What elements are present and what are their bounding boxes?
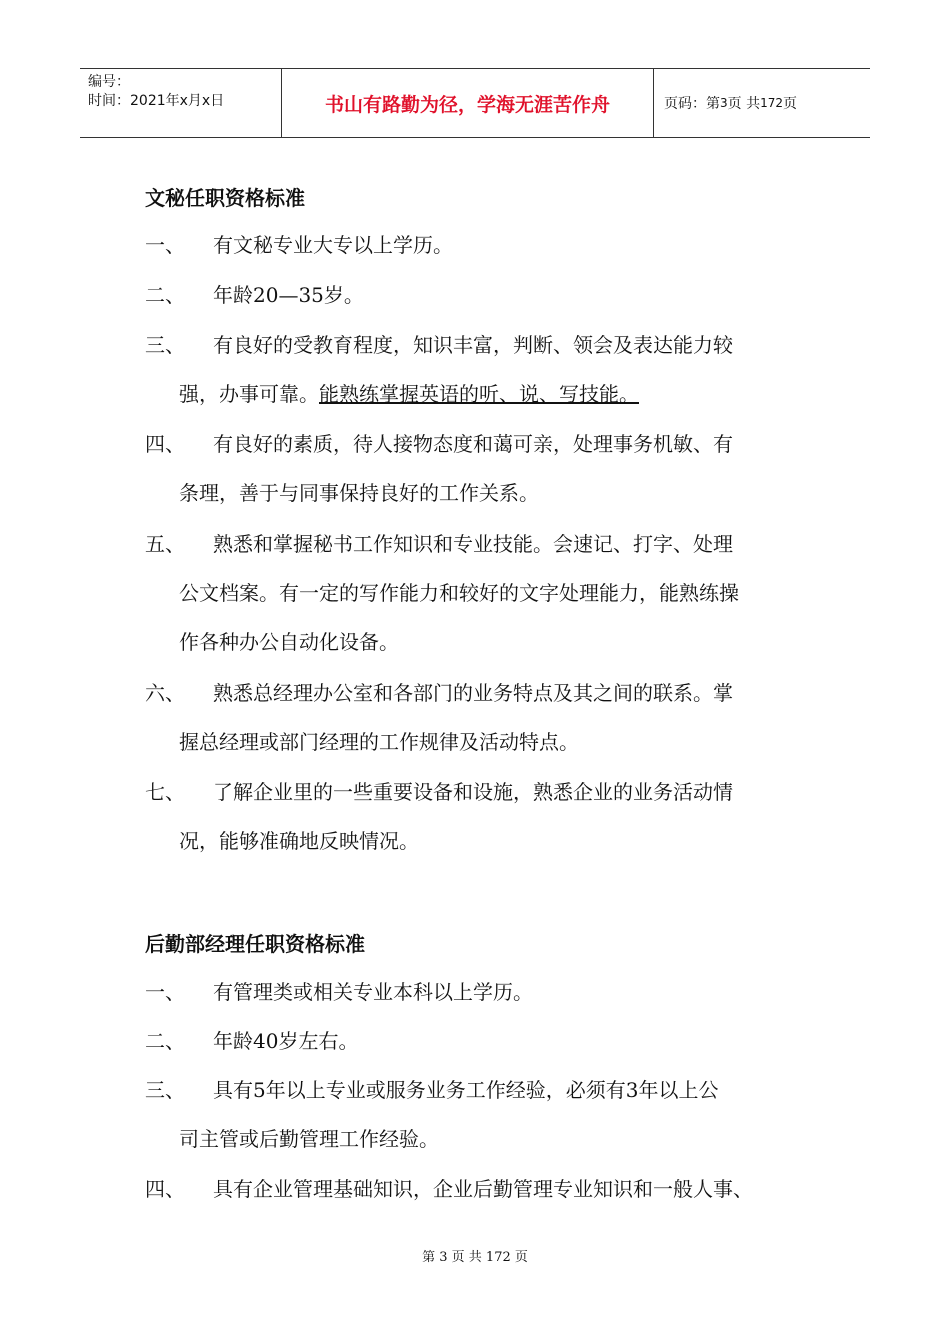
- page-header: [80, 68, 870, 138]
- section-title-logistics-manager: 后勤部经理任职资格标准: [145, 932, 365, 956]
- item-text-continued: 况，能够准确地反映情况。: [179, 829, 419, 853]
- list-item: [145, 221, 825, 270]
- item-text: 熟悉总经理办公室和各部门的业务特点及其之间的联系。掌: [213, 681, 733, 705]
- item-number: 四、: [145, 432, 185, 456]
- item-text: 具有企业管理基础知识，企业后勤管理专业知识和一般人事、: [213, 1177, 753, 1201]
- list-item: [145, 669, 825, 767]
- item-text-continued: [145, 370, 825, 419]
- item-number: 一、: [145, 980, 185, 1004]
- item-number: 六、: [145, 681, 185, 705]
- section-title-secretary: 文秘任职资格标准: [145, 186, 305, 210]
- item-text: 有良好的受教育程度，知识丰富，判断、领会及表达能力较: [213, 333, 733, 357]
- list-item: [145, 768, 825, 866]
- header-page-info: [654, 69, 870, 137]
- list-item: [145, 271, 825, 320]
- item-text-continued: 公文档案。有一定的写作能力和较好的文字处理能力，能熟练操: [179, 581, 739, 605]
- item-number: 五、: [145, 532, 185, 556]
- list-item: [145, 1066, 825, 1164]
- item-number: 三、: [145, 1078, 185, 1102]
- item-text: 了解企业里的一些重要设备和设施，熟悉企业的业务活动情: [213, 780, 733, 804]
- list-item: [145, 1165, 825, 1214]
- list-item: [145, 1017, 825, 1066]
- header-meta: [80, 69, 282, 137]
- item-number: 七、: [145, 780, 185, 804]
- list-item: [145, 420, 825, 518]
- list-item: [145, 520, 825, 667]
- item-text: 有良好的素质，待人接物态度和蔼可亲，处理事务机敏、有: [213, 432, 733, 456]
- header-motto: 书山有路勤为径，学海无涯苦作舟: [282, 69, 654, 137]
- item-text: 年龄40岁左右。: [213, 1029, 359, 1053]
- item-text: 有文秘专业大专以上学历。: [213, 233, 453, 257]
- serial-label: 编号：: [88, 74, 130, 90]
- page-suffix: 页: [783, 96, 797, 112]
- item-text: 有管理类或相关专业本科以上学历。: [213, 980, 533, 1004]
- page-mid: 页 共: [727, 96, 761, 112]
- page-total: 172: [760, 96, 783, 110]
- item-text: 熟悉和掌握秘书工作知识和专业技能。会速记、打字、处理: [213, 532, 733, 556]
- item-text-continued: 作各种办公自动化设备。: [179, 630, 399, 654]
- item-number: 三、: [145, 333, 185, 357]
- item-number: 四、: [145, 1177, 185, 1201]
- page-footer: 第 3 页 共 172 页: [422, 1250, 528, 1265]
- item-text-continued: 握总经理或部门经理的工作规律及活动特点。: [179, 730, 579, 754]
- page-prefix: 页码：第: [664, 96, 720, 112]
- item-number: 二、: [145, 283, 185, 307]
- item-text-underlined: 能熟练掌握英语的听、说、写技能。: [319, 382, 639, 406]
- page-number: 3: [720, 96, 728, 110]
- item-number: 一、: [145, 233, 185, 257]
- item-text: 具有5年以上专业或服务业务工作经验，必须有3年以上公: [213, 1078, 719, 1102]
- item-text-plain: 强，办事可靠。: [179, 382, 319, 406]
- item-number: 二、: [145, 1029, 185, 1053]
- item-text-continued: 条理，善于与同事保持良好的工作关系。: [179, 481, 539, 505]
- list-item: [145, 321, 825, 419]
- item-text: 年龄20—35岁。: [213, 283, 364, 307]
- item-text-continued: 司主管或后勤管理工作经验。: [179, 1127, 439, 1151]
- time-label: 时间：2021年x月x日: [88, 93, 225, 109]
- list-item: [145, 968, 825, 1017]
